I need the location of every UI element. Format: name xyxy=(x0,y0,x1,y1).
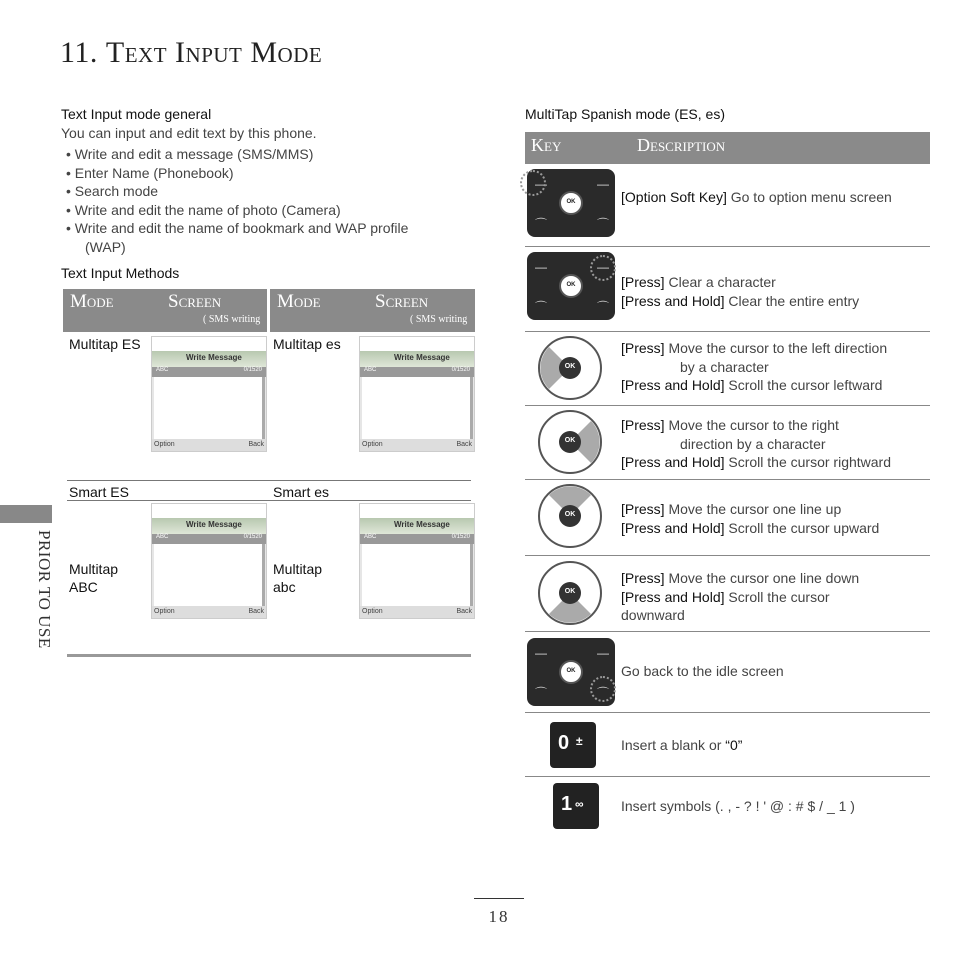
phone-mode: ABC xyxy=(364,367,377,373)
phone-scrollbar xyxy=(470,377,473,439)
ok-label: OK xyxy=(566,282,576,288)
nav-key-down-icon xyxy=(538,561,602,625)
col-screen-header: Screen xyxy=(375,291,429,312)
desc-text: Scroll the cursor upward xyxy=(724,519,880,536)
phone-text-area xyxy=(362,377,470,439)
desc-text: Scroll the cursor leftward xyxy=(724,377,883,393)
key-zero-icon xyxy=(550,722,596,768)
call-icon: ⌒ xyxy=(535,300,548,314)
phone-text-area xyxy=(154,377,262,439)
desc-text: Scroll the cursor rightward xyxy=(724,454,892,470)
nav-key-left-icon xyxy=(538,336,602,400)
end-call-icon: ⌒ xyxy=(597,217,610,231)
key-table-header xyxy=(525,132,930,164)
row-divider xyxy=(525,479,930,480)
desc-text: Move the cursor to the right xyxy=(664,417,839,433)
row-divider xyxy=(525,405,930,406)
phone-scrollbar xyxy=(262,377,265,439)
phone-count: 0/1520 xyxy=(243,534,262,540)
ok-button-icon xyxy=(559,582,581,604)
nav-key-right-icon xyxy=(538,410,602,474)
side-tab-marker xyxy=(0,505,52,523)
mode-label: Multitap ES xyxy=(69,336,141,352)
desc-key: [Press] xyxy=(621,501,665,517)
desc-text: Clear the entire entry xyxy=(724,292,860,309)
row-divider xyxy=(67,500,471,501)
phone-status-bar xyxy=(152,504,266,518)
softkey-left: Option xyxy=(362,608,383,615)
softkey-right: Back xyxy=(456,441,472,448)
bullet-item: • Write and edit the name of photo (Camera) xyxy=(66,201,341,218)
desc-text: Insert a blank or xyxy=(621,737,726,753)
col-desc-header: Description xyxy=(637,135,726,155)
methods-heading: Text Input Methods xyxy=(61,265,180,281)
phone-subbar xyxy=(360,534,474,544)
key-description xyxy=(621,273,859,310)
col-screen-note: ( SMS writing xyxy=(410,314,468,325)
desc-text: Go to option menu screen xyxy=(726,189,892,205)
key-one-label: 1 xyxy=(561,793,573,815)
row-divider xyxy=(525,246,930,247)
spanish-heading: MultiTap Spanish mode (ES, es) xyxy=(525,106,725,122)
key-description xyxy=(621,736,742,755)
bullet-item: • Write and edit a message (SMS/MMS) xyxy=(66,146,314,162)
minus-icon: — xyxy=(597,646,609,660)
row-divider xyxy=(525,331,930,332)
call-icon: ⌒ xyxy=(535,686,548,700)
row-divider xyxy=(525,712,930,713)
softkey-left: Option xyxy=(362,441,383,448)
end-call-icon: ⌒ xyxy=(597,686,610,700)
general-heading: Text Input mode general xyxy=(61,106,212,122)
minus-icon: — xyxy=(535,177,547,191)
ok-label: OK xyxy=(566,199,576,205)
ok-button-icon xyxy=(559,505,581,527)
phone-title: Write Message xyxy=(394,353,450,362)
minus-icon: — xyxy=(597,260,609,274)
desc-key: [Press and Hold] xyxy=(621,292,725,309)
ok-label: OK xyxy=(564,588,576,595)
key-description xyxy=(621,416,891,472)
ok-label: OK xyxy=(566,668,576,674)
desc-key: “0” xyxy=(725,737,743,753)
mode-label: Multitap abc xyxy=(273,561,323,595)
phone-title-bar xyxy=(360,351,474,367)
call-icon: ⌒ xyxy=(535,217,548,231)
row-divider xyxy=(525,776,930,777)
bullet-item: • Write and edit the name of bookmark and WAP profile xyxy=(66,220,409,237)
space-icon: ± xyxy=(576,734,583,748)
desc-text: Insert symbols (. , - ? ! ' @ : # $ / _ 1 ) xyxy=(621,798,855,814)
desc-key: [Option Soft Key] xyxy=(621,189,727,205)
ok-label: OK xyxy=(564,363,576,370)
ok-button-icon xyxy=(559,191,583,215)
ok-label: OK xyxy=(564,511,576,518)
key-description xyxy=(621,662,784,681)
softkey-right: Back xyxy=(248,441,264,448)
desc-key: [Press] xyxy=(621,274,665,290)
desc-key: [Press and Hold] xyxy=(621,519,725,536)
row-divider xyxy=(525,555,930,556)
phone-count: 0/1520 xyxy=(243,367,262,373)
bullet-item: (WAP) xyxy=(85,238,126,255)
phone-screenshot xyxy=(151,336,267,452)
table-bottom-border xyxy=(67,654,471,657)
col-screen-note: ( SMS writing xyxy=(203,314,261,325)
col-mode-header: Mode xyxy=(70,291,114,312)
bullet-item: • Search mode xyxy=(66,183,159,200)
phone-text-area xyxy=(362,544,470,606)
page-title xyxy=(60,36,322,70)
desc-text: direction by a character xyxy=(680,435,826,452)
general-intro: You can input and edit text by this phone. xyxy=(61,125,317,141)
phone-screenshot xyxy=(359,503,475,619)
phone-screenshot xyxy=(359,336,475,452)
phone-title: Write Message xyxy=(186,520,242,529)
phone-mode: ABC xyxy=(364,534,377,540)
desc-key: [Press and Hold] xyxy=(621,454,725,470)
softkey-left: Option xyxy=(154,441,175,448)
desc-text: by a character xyxy=(680,358,769,375)
end-call-icon: ⌒ xyxy=(597,300,610,314)
phone-status-bar xyxy=(360,504,474,518)
phone-title: Write Message xyxy=(394,520,450,529)
phone-mode: ABC xyxy=(156,534,169,540)
ok-button-icon xyxy=(559,431,581,453)
general-bullets xyxy=(66,145,408,257)
phone-softkeys xyxy=(152,439,266,451)
phone-subbar xyxy=(152,367,266,377)
title-text: Text Input Mode xyxy=(105,36,323,69)
key-description xyxy=(621,188,892,207)
voicemail-icon: ∞ xyxy=(575,797,584,811)
title-number: 11. xyxy=(60,36,98,69)
desc-key: [Press and Hold] xyxy=(621,377,725,393)
minus-icon: — xyxy=(597,177,609,191)
desc-text: Scroll the cursor xyxy=(724,588,830,605)
key-description xyxy=(621,797,855,816)
phone-scrollbar xyxy=(262,544,265,606)
phone-mode: ABC xyxy=(156,367,169,373)
ok-button-icon xyxy=(559,357,581,379)
phone-title: Write Message xyxy=(186,353,242,362)
phone-count: 0/1520 xyxy=(451,534,470,540)
desc-key: [Press] xyxy=(621,570,665,586)
mode-label: Multitap es xyxy=(273,336,341,352)
section-label: PRIOR TO USE xyxy=(35,530,54,649)
softkey-right: Back xyxy=(248,608,264,615)
phone-status-bar xyxy=(360,337,474,351)
page-number: 18 xyxy=(474,898,524,927)
mode-label: Smart ES xyxy=(69,484,129,500)
highlight-circle xyxy=(590,255,616,281)
phone-text-area xyxy=(154,544,262,606)
ok-label: OK xyxy=(564,437,576,444)
row-divider xyxy=(525,631,930,632)
phone-softkeys xyxy=(360,439,474,451)
highlight-circle xyxy=(520,170,546,196)
phone-screenshot xyxy=(151,503,267,619)
phone-count: 0/1520 xyxy=(451,367,470,373)
mode-label: Multitap ABC xyxy=(69,561,119,595)
ok-button-icon xyxy=(559,660,583,684)
phone-title-bar xyxy=(360,518,474,534)
minus-icon: — xyxy=(535,260,547,274)
desc-key: [Press] xyxy=(621,340,665,356)
mode-label: Smart es xyxy=(273,484,330,500)
key-description xyxy=(621,500,879,537)
phone-softkeys xyxy=(360,606,474,618)
mode-table-header-right xyxy=(270,289,475,332)
highlight-circle xyxy=(590,676,616,702)
col-screen-header: Screen xyxy=(168,291,222,312)
row-divider xyxy=(67,480,471,481)
mode-table-header-left xyxy=(63,289,267,332)
bullet-item: • Enter Name (Phonebook) xyxy=(66,164,234,181)
key-one-icon xyxy=(553,783,599,829)
col-key-header: Key xyxy=(531,135,562,155)
phone-status-bar xyxy=(152,337,266,351)
key-description xyxy=(621,339,887,395)
desc-text: Move the cursor one line down xyxy=(664,570,860,586)
phone-subbar xyxy=(360,367,474,377)
softkey-left: Option xyxy=(154,608,175,615)
col-mode-header: Mode xyxy=(277,291,321,312)
key-description xyxy=(621,569,859,625)
key-zero-label: 0 xyxy=(558,732,570,754)
desc-text: Move the cursor to the left direction xyxy=(664,340,888,356)
minus-icon: — xyxy=(535,646,547,660)
phone-softkeys xyxy=(152,606,266,618)
phone-scrollbar xyxy=(470,544,473,606)
ok-button-icon xyxy=(559,274,583,298)
desc-text: downward xyxy=(621,607,685,623)
softkey-right: Back xyxy=(456,608,472,615)
desc-key: [Press] xyxy=(621,417,665,433)
phone-title-bar xyxy=(152,518,266,534)
phone-title-bar xyxy=(152,351,266,367)
desc-text: Go back to the idle screen xyxy=(621,663,784,679)
desc-key: [Press and Hold] xyxy=(621,588,725,605)
desc-text: Clear a character xyxy=(664,274,776,290)
nav-key-up-icon xyxy=(538,484,602,548)
desc-text: Move the cursor one line up xyxy=(664,501,842,517)
phone-subbar xyxy=(152,534,266,544)
